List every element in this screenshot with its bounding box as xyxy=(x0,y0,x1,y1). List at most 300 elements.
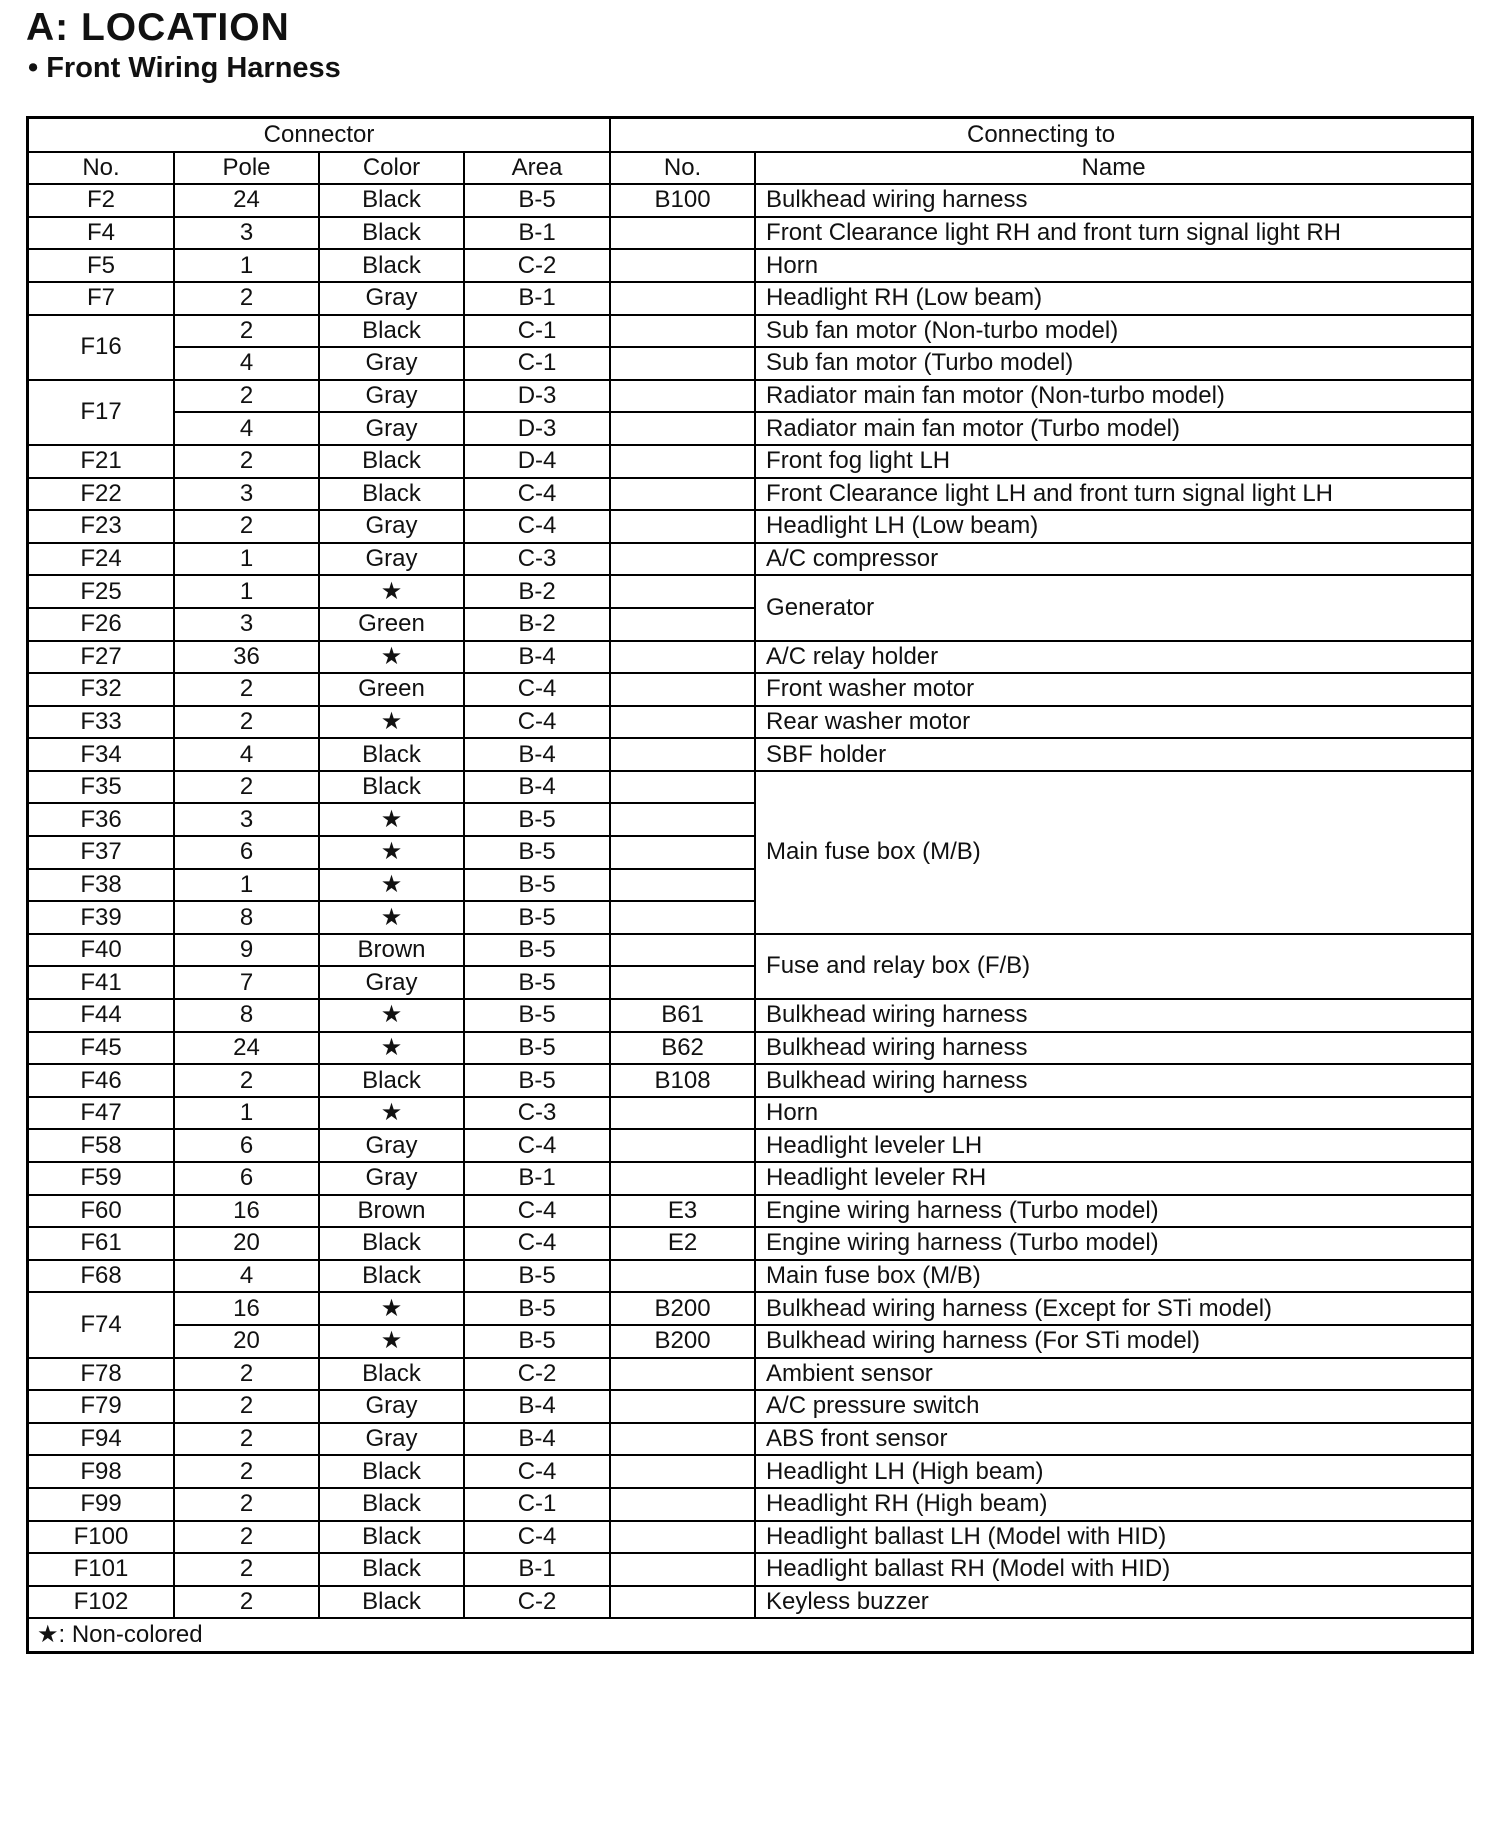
connector-no-cell: F24 xyxy=(29,543,174,576)
pole-cell: 16 xyxy=(174,1292,319,1325)
connecting-no-cell: B100 xyxy=(610,184,755,217)
color-cell: Black xyxy=(319,1358,464,1391)
connecting-name-cell: Bulkhead wiring harness xyxy=(755,1064,1471,1097)
area-cell: B-5 xyxy=(464,1032,610,1065)
connector-no-cell: F33 xyxy=(29,706,174,739)
table-row xyxy=(29,543,1471,576)
connecting-no-cell xyxy=(610,869,755,902)
table-row xyxy=(29,249,1471,282)
connecting-name-cell: Bulkhead wiring harness xyxy=(755,184,1471,217)
table-row xyxy=(29,1227,1471,1260)
color-cell: Gray xyxy=(319,543,464,576)
area-cell: C-4 xyxy=(464,1129,610,1162)
connector-no-cell: F7 xyxy=(29,282,174,315)
color-cell: Brown xyxy=(319,1195,464,1228)
connecting-no-cell xyxy=(610,771,755,804)
table-row xyxy=(29,1423,1471,1456)
color-cell: Gray xyxy=(319,966,464,999)
connecting-name-cell: Engine wiring harness (Turbo model) xyxy=(755,1195,1471,1228)
connecting-no-cell xyxy=(610,1162,755,1195)
connecting-no-cell: B61 xyxy=(610,999,755,1032)
table-row xyxy=(29,771,1471,804)
table-row xyxy=(29,1097,1471,1130)
area-cell: C-2 xyxy=(464,249,610,282)
table-row xyxy=(29,1488,1471,1521)
column-header-area: Area xyxy=(464,152,610,185)
connector-no-cell: F46 xyxy=(29,1064,174,1097)
table-row xyxy=(29,282,1471,315)
connecting-name-cell: Front Clearance light LH and front turn signal light LH xyxy=(755,478,1471,511)
color-cell: Brown xyxy=(319,934,464,967)
pole-cell: 2 xyxy=(174,1064,319,1097)
area-cell: C-4 xyxy=(464,1227,610,1260)
table-body xyxy=(29,184,1471,1618)
pole-cell: 4 xyxy=(174,1260,319,1293)
area-cell: C-4 xyxy=(464,1521,610,1554)
table-row xyxy=(29,1032,1471,1065)
connector-no-cell: F35 xyxy=(29,771,174,804)
connector-no-cell: F37 xyxy=(29,836,174,869)
connecting-name-cell: Main fuse box (M/B) xyxy=(755,771,1471,934)
connecting-name-cell: Front fog light LH xyxy=(755,445,1471,478)
color-cell: ★ xyxy=(319,836,464,869)
connector-table-frame xyxy=(26,116,1474,1654)
pole-cell: 3 xyxy=(174,217,319,250)
connector-no-cell: F21 xyxy=(29,445,174,478)
connecting-name-cell: Bulkhead wiring harness (Except for STi model) xyxy=(755,1292,1471,1325)
column-header-color: Color xyxy=(319,152,464,185)
connecting-name-cell: Headlight leveler LH xyxy=(755,1129,1471,1162)
connecting-no-cell xyxy=(610,380,755,413)
pole-cell: 2 xyxy=(174,706,319,739)
color-cell: Gray xyxy=(319,380,464,413)
connecting-no-cell xyxy=(610,315,755,348)
connector-no-cell: F99 xyxy=(29,1488,174,1521)
connecting-name-cell: Front Clearance light RH and front turn signal light RH xyxy=(755,217,1471,250)
connecting-name-cell: Bulkhead wiring harness (For STi model) xyxy=(755,1325,1471,1358)
color-cell: Gray xyxy=(319,412,464,445)
connecting-name-cell: Rear washer motor xyxy=(755,706,1471,739)
area-cell: D-4 xyxy=(464,445,610,478)
area-cell: B-1 xyxy=(464,282,610,315)
connecting-name-cell: Headlight ballast LH (Model with HID) xyxy=(755,1521,1471,1554)
pole-cell: 1 xyxy=(174,869,319,902)
connecting-name-cell: Bulkhead wiring harness xyxy=(755,999,1471,1032)
color-cell: Gray xyxy=(319,1423,464,1456)
pole-cell: 2 xyxy=(174,1553,319,1586)
pole-cell: 24 xyxy=(174,184,319,217)
page-title: A: LOCATION xyxy=(26,6,290,49)
area-cell: B-4 xyxy=(464,1423,610,1456)
area-cell: B-2 xyxy=(464,608,610,641)
area-cell: C-2 xyxy=(464,1586,610,1619)
pole-cell: 2 xyxy=(174,1358,319,1391)
connecting-name-cell: A/C compressor xyxy=(755,543,1471,576)
area-cell: C-4 xyxy=(464,1455,610,1488)
table-row xyxy=(29,575,1471,608)
connecting-no-cell xyxy=(610,673,755,706)
connecting-name-cell: Headlight LH (Low beam) xyxy=(755,510,1471,543)
column-header-connecting-no: No. xyxy=(610,152,755,185)
connector-no-cell: F41 xyxy=(29,966,174,999)
area-cell: C-4 xyxy=(464,673,610,706)
connecting-no-cell xyxy=(610,249,755,282)
connector-no-cell: F32 xyxy=(29,673,174,706)
connecting-no-cell xyxy=(610,641,755,674)
connector-no-cell: F40 xyxy=(29,934,174,967)
connector-no-cell: F22 xyxy=(29,478,174,511)
connecting-no-cell xyxy=(610,1390,755,1423)
connecting-name-cell: A/C pressure switch xyxy=(755,1390,1471,1423)
connecting-name-cell: Headlight ballast RH (Model with HID) xyxy=(755,1553,1471,1586)
pole-cell: 2 xyxy=(174,510,319,543)
connector-no-cell: F74 xyxy=(29,1292,174,1357)
pole-cell: 6 xyxy=(174,836,319,869)
connecting-no-cell xyxy=(610,1553,755,1586)
color-cell: Black xyxy=(319,1064,464,1097)
connecting-name-cell: Sub fan motor (Non-turbo model) xyxy=(755,315,1471,348)
color-cell: Black xyxy=(319,445,464,478)
table-row xyxy=(29,1325,1471,1358)
color-cell: ★ xyxy=(319,1292,464,1325)
connector-no-cell: F27 xyxy=(29,641,174,674)
table-row xyxy=(29,1390,1471,1423)
connecting-name-cell: SBF holder xyxy=(755,738,1471,771)
pole-cell: 36 xyxy=(174,641,319,674)
connector-no-cell: F58 xyxy=(29,1129,174,1162)
area-cell: C-1 xyxy=(464,1488,610,1521)
area-cell: B-5 xyxy=(464,1325,610,1358)
connector-no-cell: F2 xyxy=(29,184,174,217)
color-cell: ★ xyxy=(319,1032,464,1065)
table-row xyxy=(29,1195,1471,1228)
table-row xyxy=(29,184,1471,217)
color-cell: Gray xyxy=(319,282,464,315)
connecting-no-cell xyxy=(610,543,755,576)
area-cell: C-4 xyxy=(464,1195,610,1228)
color-cell: ★ xyxy=(319,803,464,836)
area-cell: C-4 xyxy=(464,478,610,511)
connector-no-cell: F59 xyxy=(29,1162,174,1195)
color-cell: Black xyxy=(319,1488,464,1521)
color-cell: Green xyxy=(319,673,464,706)
area-cell: B-5 xyxy=(464,1064,610,1097)
connecting-no-cell: B200 xyxy=(610,1292,755,1325)
connector-no-cell: F25 xyxy=(29,575,174,608)
color-cell: Gray xyxy=(319,1129,464,1162)
connecting-no-cell xyxy=(610,803,755,836)
area-cell: B-5 xyxy=(464,966,610,999)
connecting-no-cell xyxy=(610,1586,755,1619)
connecting-name-cell: Ambient sensor xyxy=(755,1358,1471,1391)
connector-no-cell: F34 xyxy=(29,738,174,771)
connecting-name-cell: Generator xyxy=(755,575,1471,640)
connecting-no-cell: B108 xyxy=(610,1064,755,1097)
color-cell: Gray xyxy=(319,1390,464,1423)
area-cell: B-1 xyxy=(464,1162,610,1195)
connecting-no-cell xyxy=(610,1358,755,1391)
connecting-no-cell xyxy=(610,934,755,967)
connector-no-cell: F94 xyxy=(29,1423,174,1456)
color-cell: Gray xyxy=(319,510,464,543)
pole-cell: 16 xyxy=(174,1195,319,1228)
color-cell: Black xyxy=(319,1553,464,1586)
connector-no-cell: F101 xyxy=(29,1553,174,1586)
connecting-name-cell: Bulkhead wiring harness xyxy=(755,1032,1471,1065)
connecting-no-cell xyxy=(610,1455,755,1488)
connector-no-cell: F78 xyxy=(29,1358,174,1391)
connecting-no-cell xyxy=(610,608,755,641)
connecting-no-cell xyxy=(610,575,755,608)
area-cell: C-1 xyxy=(464,347,610,380)
color-cell: ★ xyxy=(319,869,464,902)
area-cell: D-3 xyxy=(464,380,610,413)
table-row xyxy=(29,445,1471,478)
table-row xyxy=(29,1162,1471,1195)
connecting-name-cell: Headlight RH (Low beam) xyxy=(755,282,1471,315)
connecting-to-group-header: Connecting to xyxy=(610,119,1471,152)
color-cell: Gray xyxy=(319,347,464,380)
table-row xyxy=(29,1064,1471,1097)
pole-cell: 2 xyxy=(174,1390,319,1423)
color-cell: Gray xyxy=(319,1162,464,1195)
connector-no-cell: F4 xyxy=(29,217,174,250)
pole-cell: 6 xyxy=(174,1162,319,1195)
table-row xyxy=(29,706,1471,739)
connector-no-cell: F61 xyxy=(29,1227,174,1260)
area-cell: B-5 xyxy=(464,1260,610,1293)
area-cell: C-2 xyxy=(464,1358,610,1391)
table-row xyxy=(29,673,1471,706)
connecting-no-cell xyxy=(610,510,755,543)
connector-no-cell: F60 xyxy=(29,1195,174,1228)
color-cell: Black xyxy=(319,478,464,511)
connector-no-cell: F17 xyxy=(29,380,174,445)
area-cell: C-3 xyxy=(464,1097,610,1130)
area-cell: C-4 xyxy=(464,706,610,739)
pole-cell: 3 xyxy=(174,803,319,836)
table-row xyxy=(29,1358,1471,1391)
pole-cell: 20 xyxy=(174,1325,319,1358)
table-row xyxy=(29,1586,1471,1619)
connecting-no-cell xyxy=(610,1423,755,1456)
pole-cell: 2 xyxy=(174,282,319,315)
table-row xyxy=(29,315,1471,348)
pole-cell: 9 xyxy=(174,934,319,967)
connecting-no-cell xyxy=(610,478,755,511)
connecting-no-cell xyxy=(610,347,755,380)
connecting-name-cell: Keyless buzzer xyxy=(755,1586,1471,1619)
connecting-name-cell: Headlight RH (High beam) xyxy=(755,1488,1471,1521)
connecting-no-cell xyxy=(610,217,755,250)
table-row xyxy=(29,1455,1471,1488)
color-cell: ★ xyxy=(319,901,464,934)
pole-cell: 7 xyxy=(174,966,319,999)
pole-cell: 2 xyxy=(174,1586,319,1619)
color-cell: Green xyxy=(319,608,464,641)
connecting-no-cell xyxy=(610,836,755,869)
area-cell: B-5 xyxy=(464,803,610,836)
area-cell: B-5 xyxy=(464,836,610,869)
footnote-non-colored: ★: Non-colored xyxy=(29,1618,1471,1651)
connector-no-cell: F38 xyxy=(29,869,174,902)
area-cell: B-1 xyxy=(464,217,610,250)
connecting-name-cell: Fuse and relay box (F/B) xyxy=(755,934,1471,999)
color-cell: Black xyxy=(319,184,464,217)
area-cell: B-5 xyxy=(464,901,610,934)
area-cell: B-4 xyxy=(464,738,610,771)
pole-cell: 2 xyxy=(174,380,319,413)
table-row xyxy=(29,347,1471,380)
table-row xyxy=(29,510,1471,543)
connecting-no-cell xyxy=(610,738,755,771)
connecting-no-cell: E3 xyxy=(610,1195,755,1228)
pole-cell: 4 xyxy=(174,347,319,380)
area-cell: B-5 xyxy=(464,999,610,1032)
connecting-no-cell xyxy=(610,1488,755,1521)
connector-no-cell: F79 xyxy=(29,1390,174,1423)
pole-cell: 3 xyxy=(174,478,319,511)
color-cell: ★ xyxy=(319,1097,464,1130)
area-cell: B-5 xyxy=(464,1292,610,1325)
pole-cell: 2 xyxy=(174,445,319,478)
color-cell: Black xyxy=(319,217,464,250)
connecting-name-cell: Front washer motor xyxy=(755,673,1471,706)
color-cell: Black xyxy=(319,771,464,804)
color-cell: ★ xyxy=(319,706,464,739)
color-cell: Black xyxy=(319,1455,464,1488)
color-cell: Black xyxy=(319,1521,464,1554)
table-row xyxy=(29,1521,1471,1554)
connecting-name-cell: Engine wiring harness (Turbo model) xyxy=(755,1227,1471,1260)
connecting-no-cell xyxy=(610,706,755,739)
area-cell: B-4 xyxy=(464,641,610,674)
area-cell: B-4 xyxy=(464,771,610,804)
table-row xyxy=(29,934,1471,967)
color-cell: Black xyxy=(319,1586,464,1619)
connector-no-cell: F39 xyxy=(29,901,174,934)
connecting-no-cell xyxy=(610,1129,755,1162)
connecting-no-cell xyxy=(610,1521,755,1554)
connector-no-cell: F47 xyxy=(29,1097,174,1130)
color-cell: Black xyxy=(319,315,464,348)
table-row xyxy=(29,641,1471,674)
area-cell: B-5 xyxy=(464,184,610,217)
pole-cell: 2 xyxy=(174,1455,319,1488)
table-row xyxy=(29,478,1471,511)
color-cell: ★ xyxy=(319,575,464,608)
area-cell: B-4 xyxy=(464,1390,610,1423)
area-cell: C-3 xyxy=(464,543,610,576)
pole-cell: 6 xyxy=(174,1129,319,1162)
connector-group-header: Connector xyxy=(29,119,610,152)
pole-cell: 4 xyxy=(174,412,319,445)
color-cell: ★ xyxy=(319,641,464,674)
connecting-no-cell xyxy=(610,966,755,999)
color-cell: Black xyxy=(319,249,464,282)
color-cell: Black xyxy=(319,1227,464,1260)
pole-cell: 2 xyxy=(174,673,319,706)
connecting-name-cell: Headlight LH (High beam) xyxy=(755,1455,1471,1488)
connecting-no-cell: B200 xyxy=(610,1325,755,1358)
connecting-no-cell xyxy=(610,1097,755,1130)
table-row xyxy=(29,1260,1471,1293)
pole-cell: 8 xyxy=(174,901,319,934)
table-row xyxy=(29,738,1471,771)
column-header-no: No. xyxy=(29,152,174,185)
connecting-name-cell: A/C relay holder xyxy=(755,641,1471,674)
connector-no-cell: F36 xyxy=(29,803,174,836)
pole-cell: 2 xyxy=(174,1423,319,1456)
connecting-name-cell: Radiator main fan motor (Non-turbo model) xyxy=(755,380,1471,413)
pole-cell: 4 xyxy=(174,738,319,771)
connecting-name-cell: ABS front sensor xyxy=(755,1423,1471,1456)
connecting-no-cell: B62 xyxy=(610,1032,755,1065)
color-cell: Black xyxy=(319,1260,464,1293)
table-row xyxy=(29,412,1471,445)
connecting-no-cell xyxy=(610,901,755,934)
table-row xyxy=(29,1292,1471,1325)
table-row xyxy=(29,380,1471,413)
pole-cell: 1 xyxy=(174,1097,319,1130)
connector-table xyxy=(29,119,1471,1651)
connector-no-cell: F44 xyxy=(29,999,174,1032)
area-cell: B-1 xyxy=(464,1553,610,1586)
connector-no-cell: F98 xyxy=(29,1455,174,1488)
pole-cell: 1 xyxy=(174,249,319,282)
table-row xyxy=(29,999,1471,1032)
connector-no-cell: F5 xyxy=(29,249,174,282)
connector-no-cell: F45 xyxy=(29,1032,174,1065)
pole-cell: 8 xyxy=(174,999,319,1032)
pole-cell: 24 xyxy=(174,1032,319,1065)
column-header-pole: Pole xyxy=(174,152,319,185)
pole-cell: 1 xyxy=(174,543,319,576)
connector-no-cell: F100 xyxy=(29,1521,174,1554)
connector-no-cell: F16 xyxy=(29,315,174,380)
connecting-no-cell: E2 xyxy=(610,1227,755,1260)
connector-no-cell: F102 xyxy=(29,1586,174,1619)
pole-cell: 1 xyxy=(174,575,319,608)
area-cell: B-5 xyxy=(464,869,610,902)
color-cell: ★ xyxy=(319,1325,464,1358)
color-cell: ★ xyxy=(319,999,464,1032)
connector-no-cell: F23 xyxy=(29,510,174,543)
connecting-no-cell xyxy=(610,282,755,315)
color-cell: Black xyxy=(319,738,464,771)
connecting-name-cell: Horn xyxy=(755,249,1471,282)
area-cell: C-1 xyxy=(464,315,610,348)
pole-cell: 2 xyxy=(174,1488,319,1521)
pole-cell: 2 xyxy=(174,1521,319,1554)
connecting-no-cell xyxy=(610,1260,755,1293)
connecting-name-cell: Horn xyxy=(755,1097,1471,1130)
connecting-name-cell: Radiator main fan motor (Turbo model) xyxy=(755,412,1471,445)
area-cell: B-2 xyxy=(464,575,610,608)
area-cell: D-3 xyxy=(464,412,610,445)
pole-cell: 3 xyxy=(174,608,319,641)
table-row xyxy=(29,1553,1471,1586)
connecting-no-cell xyxy=(610,412,755,445)
area-cell: C-4 xyxy=(464,510,610,543)
table-row xyxy=(29,217,1471,250)
connecting-name-cell: Main fuse box (M/B) xyxy=(755,1260,1471,1293)
connector-no-cell: F26 xyxy=(29,608,174,641)
connecting-name-cell: Sub fan motor (Turbo model) xyxy=(755,347,1471,380)
table-row xyxy=(29,1129,1471,1162)
section-subtitle: • Front Wiring Harness xyxy=(28,52,341,84)
column-header-name: Name xyxy=(755,152,1471,185)
